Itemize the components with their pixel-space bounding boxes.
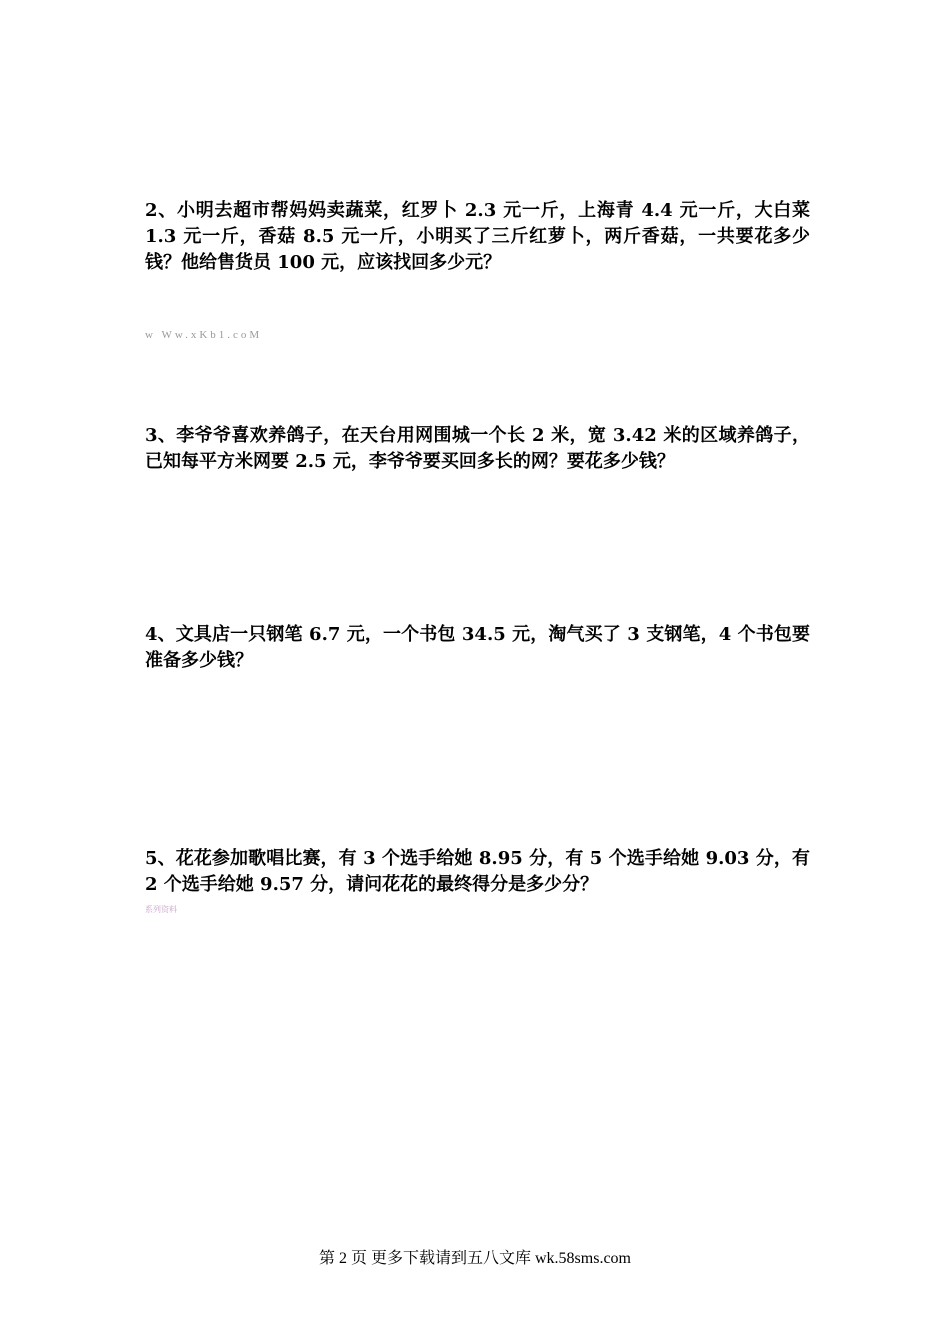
question-2: 2、小明去超市帮妈妈卖蔬菜，红罗卜 2.3 元一斤，上海青 4.4 元一斤，大白菜 1.3 元一斤，香菇 8.5 元一斤，小明买了三斤红萝卜，两斤香菇，一共要花多少钱？他给售货员 100 元，应该找回多少元？ [145,200,810,273]
series-tag: 系列资料 [145,905,177,914]
question-4: 4、文具店一只钢笔 6.7 元，一个书包 34.5 元，淘气买了 3 支钢笔，4 个书包要准备多少钱？ [145,624,810,671]
question-5: 5、花花参加歌唱比赛，有 3 个选手给她 8.95 分，有 5 个选手给她 9.03 分，有 2 个选手给她 9.57 分，请问花花的最终得分是多少分？ [145,848,810,895]
question-3: 3、李爷爷喜欢养鸽子，在天台用网围城一个长 2 米，宽 3.42 米的区域养鸽子，已知每平方米网要 2.5 元，李爷爷要买回多长的网？要花多少钱？ [145,425,810,472]
watermark-text: w Ww.xKb1.coM [145,329,263,341]
page-footer: 第 2 页 更多下载请到五八文库 wk.58sms.com [318,1250,631,1267]
